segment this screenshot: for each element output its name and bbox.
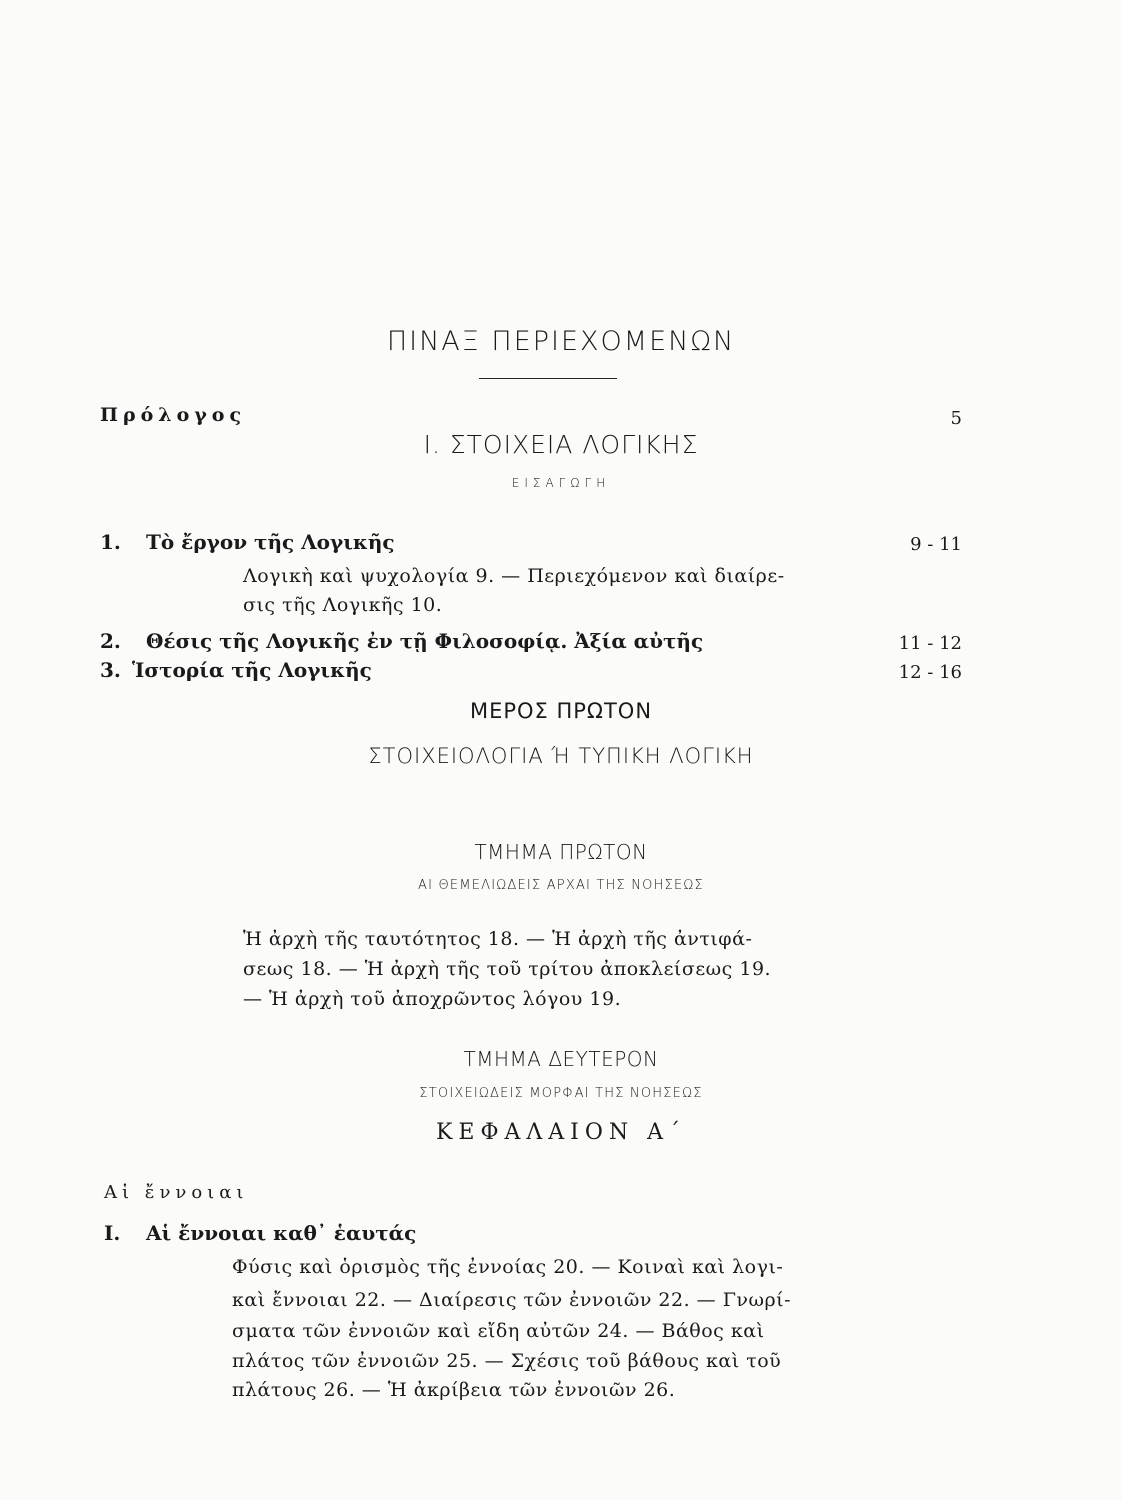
concepts-desc-line: πλάτος τῶν ἐννοιῶν 25. — Σχέσις τοῦ βάθους καὶ τοῦ [232, 1350, 782, 1372]
intro-heading: ΕΙΣΑΓΩΓΗ [511, 476, 611, 490]
entry-pages: 12 - 16 [898, 662, 962, 683]
section-one-subheading: ΑΙ ΘΕΜΕΛΙΩΔΕΙΣ ΑΡΧΑΙ ΤΗΣ ΝΟΗΣΕΩΣ [418, 878, 704, 893]
concepts-desc-line: Φύσις καὶ ὁρισμὸς τῆς ἐννοίας 20. — Κοιναὶ καὶ λογι- [232, 1256, 784, 1278]
entry-title: Θέσις τῆς Λογικῆς ἐν τῇ Φιλοσοφίᾳ. Ἀξία αὐτῆς [146, 629, 704, 653]
section-two-subheading: ΣΤΟΙΧΕΙΩΔΕΙΣ ΜΟΡΦΑΙ ΤΗΣ ΝΟΗΣΕΩΣ [419, 1086, 703, 1101]
prologue-label: Πρόλογος [100, 404, 247, 426]
entry-desc-line: σις τῆς Λογικῆς 10. [243, 594, 443, 616]
prologue-page: 5 [950, 408, 962, 429]
entry-desc-line: Λογικὴ καὶ ψυχολογία 9. — Περιεχόμενον καὶ διαίρε- [243, 565, 785, 587]
section-one-heading: ΤΜΗΜΑ ΠΡΩΤΟΝ [474, 840, 648, 864]
part-one-heading: ΜΕΡΟΣ ΠΡΩΤΟΝ [469, 699, 653, 723]
section-one-desc-line: Ἡ ἀρχὴ τῆς ταυτότητος 18. — Ἡ ἀρχὴ τῆς ἀντιφά- [243, 928, 753, 950]
concepts-desc-line: σματα τῶν ἐννοιῶν καὶ εἴδη αὐτῶν 24. — Βάθος καὶ [232, 1320, 765, 1342]
entry-pages: 9 - 11 [910, 534, 962, 555]
section-one-desc-line: — Ἡ ἀρχὴ τοῦ ἀποχρῶντος λόγου 19. [243, 988, 622, 1010]
page-title: ΠΙΝΑΞ ΠΕΡΙΕΧΟΜΕΝΩΝ [386, 326, 736, 357]
entry-title: Ἱστορία τῆς Λογικῆς [132, 658, 372, 682]
section-two-heading: ΤΜΗΜΑ ΔΕΥΤΕΡΟΝ [463, 1047, 659, 1071]
entry-number: Ι. [104, 1221, 121, 1245]
concepts-desc-line: πλάτους 26. — Ἡ ἀκρίβεια τῶν ἐννοιῶν 26. [232, 1379, 676, 1401]
entry-number: 2. [100, 629, 121, 653]
part-one-subheading: ΣΤΟΙΧΕΙΟΛΟΓΙΑ Ή ΤΥΠΙΚΗ ΛΟΓΙΚΗ [368, 744, 754, 768]
entry-title: Αἱ ἔννοιαι καθ᾽ ἑαυτάς [146, 1221, 417, 1245]
part-heading: Ι. ΣΤΟΙΧΕΙΑ ΛΟΓΙΚΗΣ [423, 430, 699, 459]
concepts-desc-line: καὶ ἔννοιαι 22. — Διαίρεσις τῶν ἐννοιῶν 22. — Γνωρί- [232, 1289, 791, 1311]
entry-number: 3. [100, 658, 121, 682]
entry-pages: 11 - 12 [898, 633, 962, 654]
title-rule [479, 378, 617, 379]
chapter-heading: ΚΕΦΑΛΑΙΟΝ Α΄ [435, 1120, 687, 1145]
entry-title: Τὸ ἔργον τῆς Λογικῆς [146, 530, 395, 554]
entry-number: 1. [100, 530, 121, 554]
section-one-desc-line: σεως 18. — Ἡ ἀρχὴ τῆς τοῦ τρίτου ἀποκλείσεως 19. [243, 958, 772, 980]
chapter-topic-label: Αἱ ἔννοιαι [104, 1182, 249, 1203]
